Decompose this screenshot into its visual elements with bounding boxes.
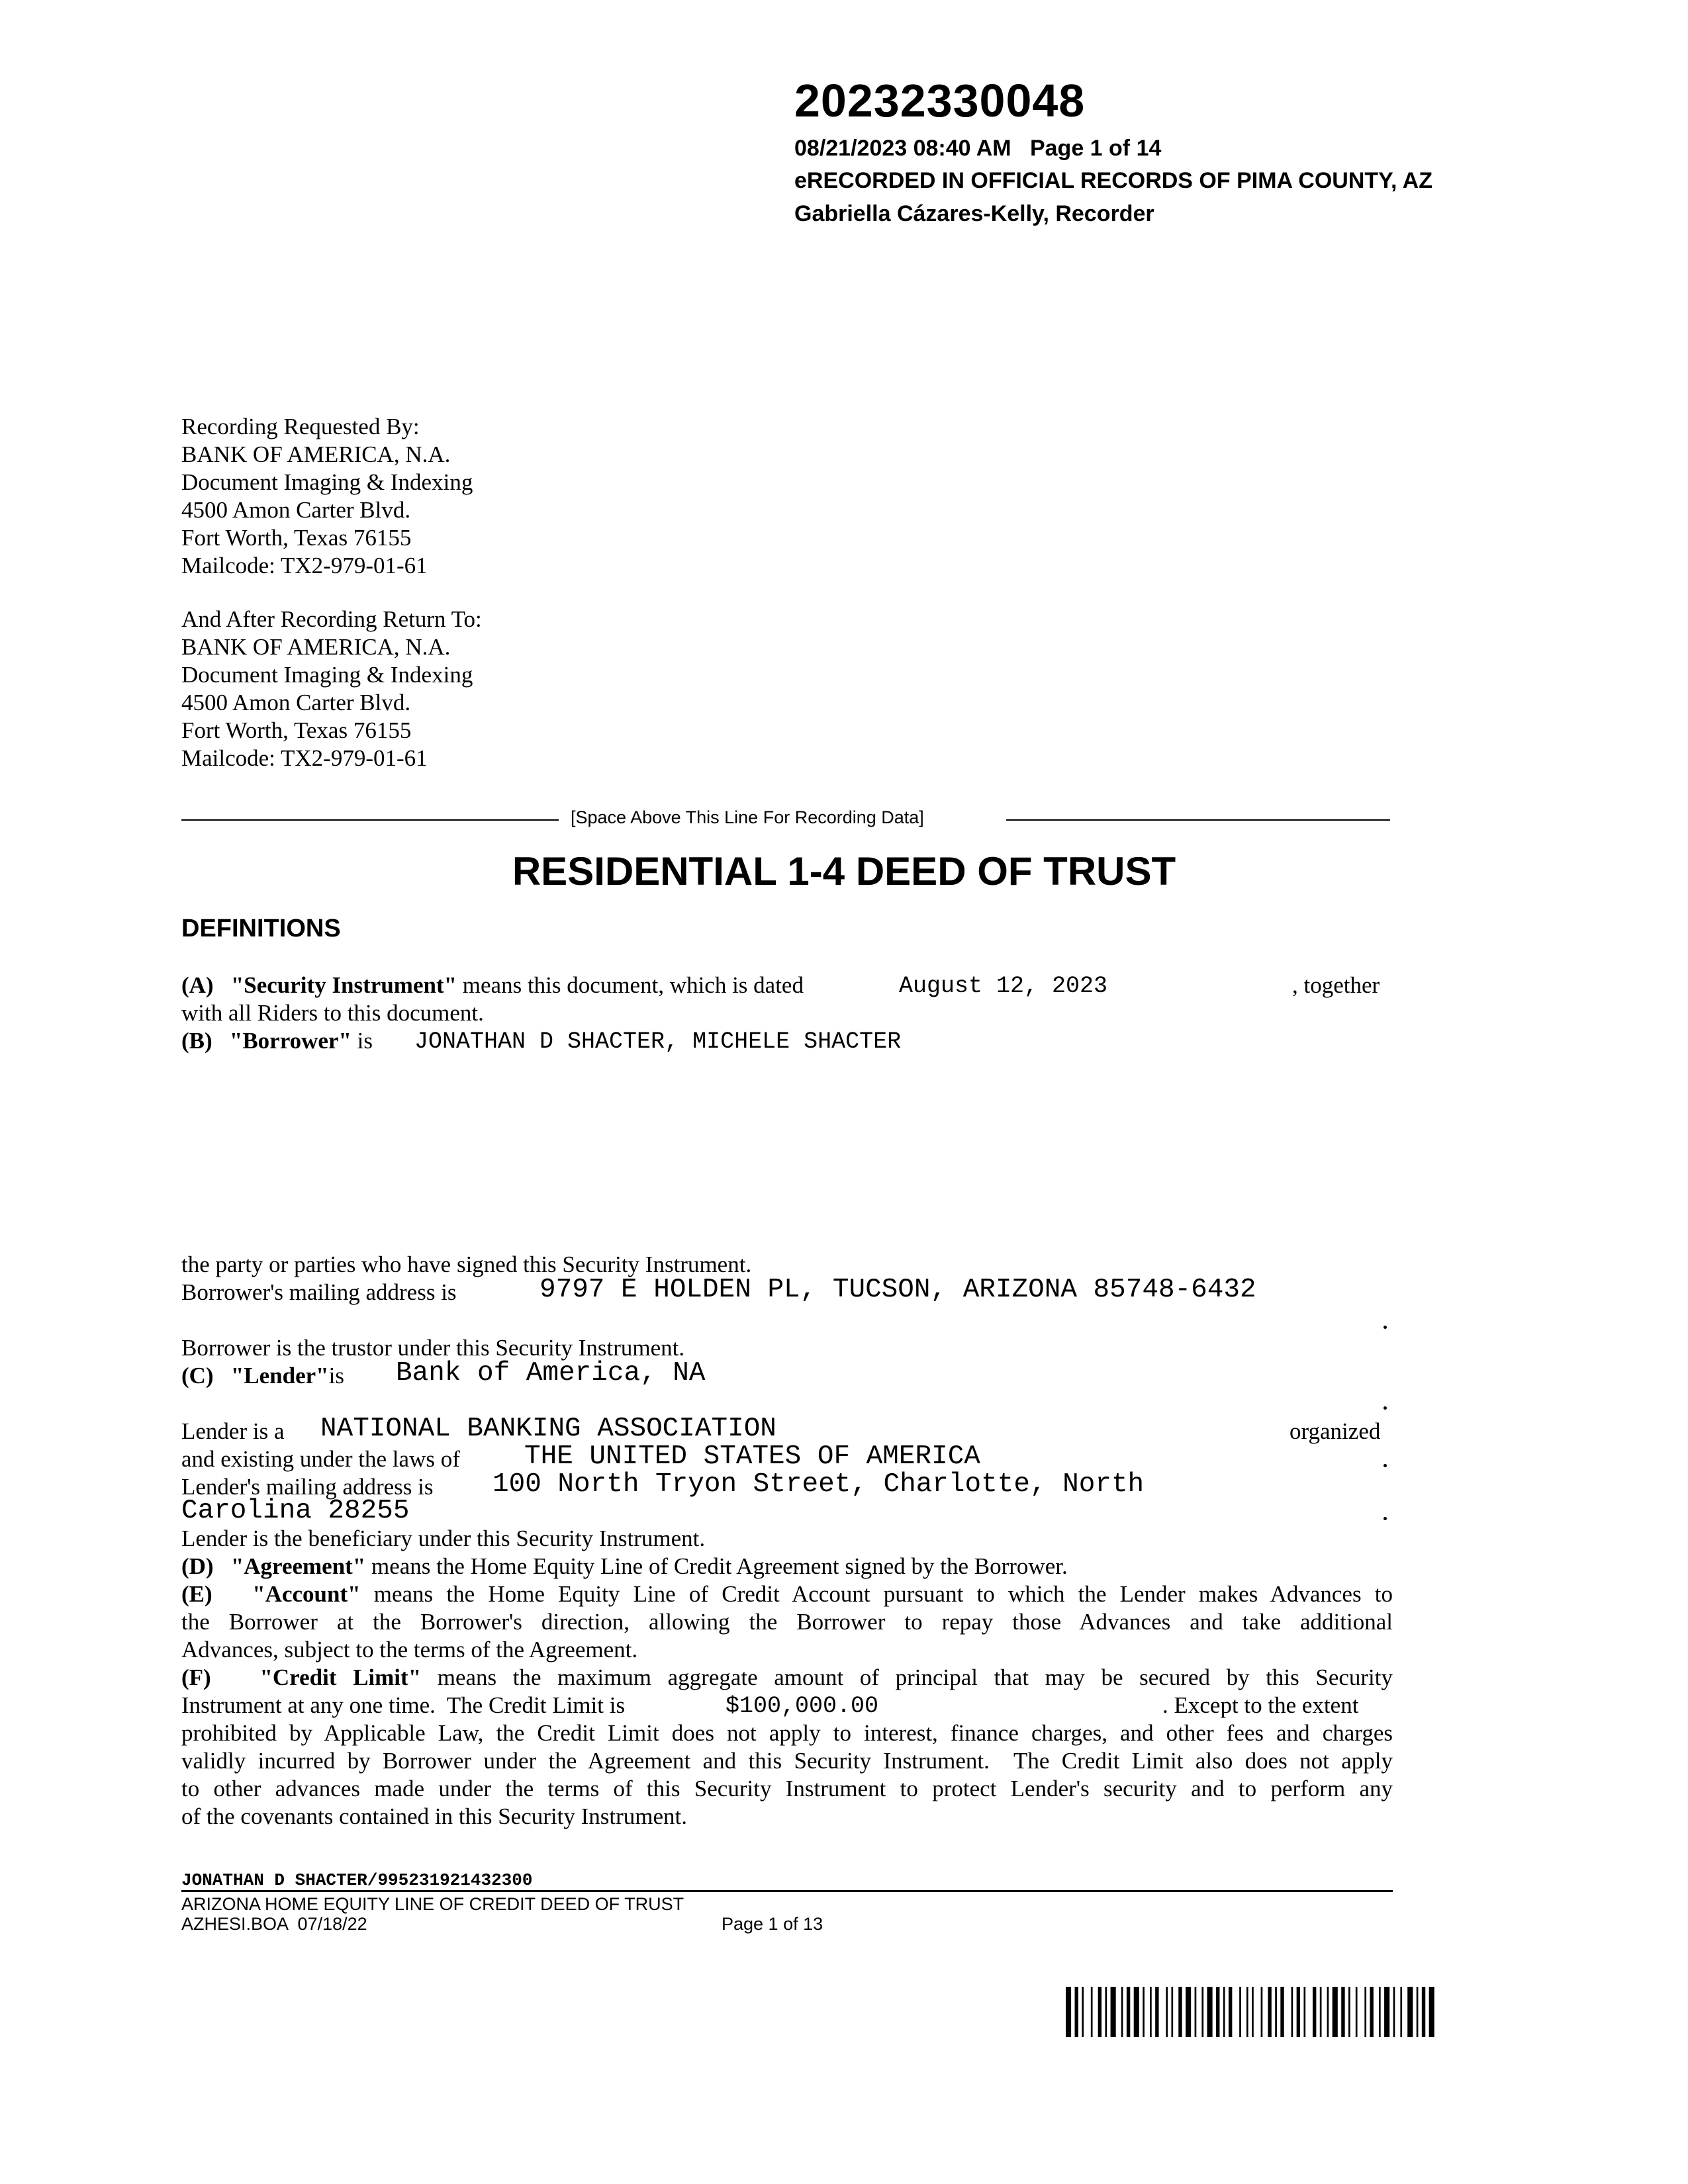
barcode-bar <box>1275 1987 1277 2037</box>
address-line: Recording Requested By: <box>181 414 420 439</box>
return-to-block <box>181 606 482 772</box>
security-instrument-date: August 12, 2023 <box>899 973 1108 999</box>
definition-d <box>181 1553 1068 1580</box>
barcode-bar <box>1327 1987 1329 2037</box>
barcode-bar <box>1320 1987 1322 2037</box>
def-text: Lender is the beneficiary under this Security Instrument. <box>181 1525 706 1551</box>
address-line: Document Imaging & Indexing <box>181 469 473 495</box>
barcode-bar <box>1201 1987 1203 2037</box>
def-label: (F) <box>181 1664 211 1690</box>
address-line: Fort Worth, Texas 76155 <box>181 717 412 743</box>
address-line: BANK OF AMERICA, N.A. <box>181 441 451 467</box>
address-line: Fort Worth, Texas 76155 <box>181 525 412 551</box>
barcode-bar <box>1166 1987 1168 2037</box>
barcode-bar <box>1082 1987 1084 2037</box>
barcode-bar <box>1171 1987 1173 2037</box>
definition-b <box>181 1027 373 1055</box>
definition-f <box>181 1664 1393 1692</box>
def-label: (E) <box>181 1581 212 1607</box>
barcode-bar <box>1313 1987 1316 2037</box>
barcode-bar <box>1098 1987 1102 2037</box>
barcode-bar <box>1207 1987 1213 2037</box>
def-text: Advances, subject to the terms of the Agreement. <box>181 1637 638 1662</box>
barcode-bar <box>1195 1987 1197 2037</box>
address-line: 4500 Amon Carter Blvd. <box>181 690 411 715</box>
def-text: validly incurred by Borrower under the Agreement and this Security Instrument. The Credit Limit also does not apply <box>181 1748 1393 1774</box>
barcode-bar <box>1364 1987 1366 2037</box>
def-text: the Borrower at the Borrower's direction, allowing the Borrower to repay those Advances and take additional <box>181 1609 1393 1635</box>
address-line: 4500 Amon Carter Blvd. <box>181 497 411 523</box>
barcode-bar <box>1075 1987 1078 2037</box>
barcode-bar <box>1186 1987 1191 2037</box>
recording-timestamp: 08/21/2023 08:40 AM Page 1 of 14 <box>794 136 1162 161</box>
def-label: (C) <box>181 1363 214 1388</box>
barcode-bar <box>1246 1987 1248 2037</box>
def-text: the party or parties who have signed this Security Instrument. <box>181 1251 752 1277</box>
definitions-heading: DEFINITIONS <box>181 915 341 942</box>
def-text: organized <box>1289 1418 1381 1444</box>
barcode-bar <box>1121 1987 1123 2037</box>
barcode-bar <box>1417 1987 1419 2037</box>
def-text: of the covenants contained in this Security Instrument. <box>181 1803 687 1829</box>
def-text: Borrower is the trustor under this Security Instrument. <box>181 1335 685 1361</box>
lender-jurisdiction: THE UNITED STATES OF AMERICA <box>524 1441 980 1472</box>
document-number: 20232330048 <box>794 75 1086 126</box>
barcode-bar <box>1333 1987 1338 2037</box>
barcode-bar <box>1422 1987 1425 2037</box>
barcode-bar <box>1239 1987 1241 2037</box>
recording-office: eRECORDED IN OFFICIAL RECORDS OF PIMA COUNTY, AZ <box>794 168 1433 193</box>
space-above-label: [Space Above This Line For Recording Data] <box>571 807 924 827</box>
def-term: "Lender" <box>230 1363 329 1388</box>
barcode-bar <box>1178 1987 1182 2037</box>
barcode-bar <box>1379 1987 1381 2037</box>
divider-left <box>181 819 559 821</box>
def-term: "Account" <box>252 1581 361 1607</box>
def-text: Borrower's mailing address is <box>181 1279 457 1305</box>
barcode-bar <box>1303 1987 1305 2037</box>
period-mark <box>1383 1326 1387 1329</box>
footer-form-code: AZHESI.BOA 07/18/22 <box>181 1914 367 1934</box>
barcode-bar <box>1150 1987 1152 2037</box>
definition-a <box>181 972 804 999</box>
barcode-bar <box>1370 1987 1373 2037</box>
barcode-bar <box>1348 1987 1350 2037</box>
period-mark <box>1383 1406 1387 1410</box>
def-text: and existing under the laws of <box>181 1446 460 1472</box>
def-term: "Security Instrument" <box>230 972 457 998</box>
lender-address-line2: Carolina 28255 <box>181 1496 410 1526</box>
def-text: , together <box>1292 972 1380 998</box>
barcode-bar <box>1155 1987 1158 2037</box>
barcode-bar <box>1384 1987 1389 2037</box>
barcode-bar <box>1229 1987 1232 2037</box>
barcode-bar <box>1341 1987 1344 2037</box>
address-line: Mailcode: TX2-979-01-61 <box>181 745 428 771</box>
barcode-bar <box>1407 1987 1413 2037</box>
barcode-bar <box>1261 1987 1263 2037</box>
address-line: And After Recording Return To: <box>181 606 482 632</box>
barcode-bar <box>1252 1987 1254 2037</box>
barcode-bar <box>1127 1987 1130 2037</box>
barcode-bar <box>1356 1987 1358 2037</box>
recorder-name: Gabriella Cázares-Kelly, Recorder <box>794 201 1154 226</box>
barcode-bar <box>1091 1987 1093 2037</box>
address-line: BANK OF AMERICA, N.A. <box>181 634 451 660</box>
borrower-address: 9797 E HOLDEN PL, TUCSON, ARIZONA 85748-6432 <box>539 1275 1256 1305</box>
footer-page-number: Page 1 of 13 <box>722 1914 823 1934</box>
footer-divider <box>181 1890 1393 1892</box>
barcode-bar <box>1280 1987 1284 2037</box>
barcode-bar <box>1429 1987 1434 2037</box>
footer-reference: JONATHAN D SHACTER/995231921432300 <box>181 1870 533 1890</box>
credit-limit-amount: $100,000.00 <box>726 1693 879 1719</box>
period-mark <box>1383 1464 1387 1467</box>
barcode-bar <box>1291 1987 1293 2037</box>
document-title: RESIDENTIAL 1-4 DEED OF TRUST <box>512 849 1176 893</box>
divider-right <box>1006 819 1390 821</box>
period-mark <box>1383 1517 1387 1520</box>
lender-type: NATIONAL BANKING ASSOCIATION <box>320 1414 776 1444</box>
address-line: Document Imaging & Indexing <box>181 662 473 688</box>
def-text: prohibited by Applicable Law, the Credit Limit does not apply to interest, finance charges, and other fees and charges <box>181 1720 1393 1746</box>
barcode-bar <box>1216 1987 1219 2037</box>
def-label: (D) <box>181 1553 214 1579</box>
def-term: "Borrower" <box>229 1028 352 1054</box>
def-text: means the Home Equity Line of Credit Agreement signed by the Borrower. <box>371 1553 1068 1579</box>
barcode-bar <box>1393 1987 1395 2037</box>
barcode-bar <box>1105 1987 1107 2037</box>
def-label: (A) <box>181 972 214 998</box>
def-text: Lender is a <box>181 1418 285 1444</box>
barcode-bar <box>1297 1987 1300 2037</box>
barcode <box>1066 1987 1529 2037</box>
barcode-bar <box>1134 1987 1139 2037</box>
def-text: . Except to the extent <box>1162 1692 1359 1718</box>
lender-name: Bank of America, NA <box>396 1358 706 1388</box>
barcode-bar <box>1268 1987 1271 2037</box>
address-line: Mailcode: TX2-979-01-61 <box>181 553 428 578</box>
barcode-bar <box>1400 1987 1402 2037</box>
footer-form-title: ARIZONA HOME EQUITY LINE OF CREDIT DEED OF TRUST <box>181 1894 684 1914</box>
barcode-bar <box>1066 1987 1071 2037</box>
def-text: means this document, which is dated <box>462 972 804 998</box>
def-text: is <box>357 1028 373 1054</box>
definition-e <box>181 1580 1393 1608</box>
barcode-bar <box>1143 1987 1145 2037</box>
def-text: Instrument at any one time. The Credit Limit is <box>181 1692 626 1718</box>
def-text: Lender's mailing address is <box>181 1474 434 1500</box>
borrower-names: JONATHAN D SHACTER, MICHELE SHACTER <box>414 1028 902 1055</box>
def-text: is <box>328 1363 344 1388</box>
def-term: "Credit Limit" <box>259 1664 422 1690</box>
def-text: means the Home Equity Line of Credit Account pursuant to which the Lender makes Advances to <box>373 1581 1393 1607</box>
def-text: means the maximum aggregate amount of principal that may be secured by this Security <box>437 1664 1393 1690</box>
barcode-bar <box>1223 1987 1225 2037</box>
definition-c <box>181 1362 344 1390</box>
lender-address-line1: 100 North Tryon Street, Charlotte, North <box>492 1469 1145 1500</box>
def-term: "Agreement" <box>230 1553 366 1579</box>
recording-requested-block <box>181 413 473 580</box>
def-text: to other advances made under the terms of this Security Instrument to protect Lender's security and to perform any <box>181 1776 1393 1801</box>
barcode-bar <box>1111 1987 1116 2037</box>
def-text: with all Riders to this document. <box>181 1000 484 1026</box>
def-label: (B) <box>181 1028 212 1054</box>
